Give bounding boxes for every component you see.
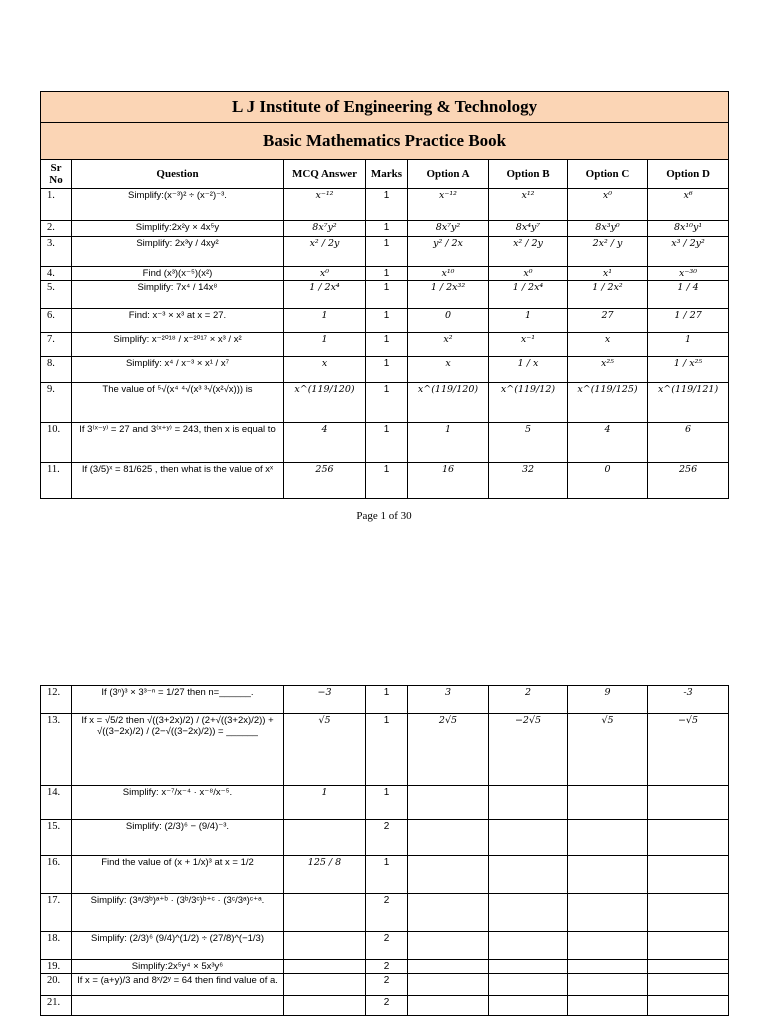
option-d-cell (648, 932, 729, 960)
question-cell: Simplify: (2/3)⁶ (9/4)^(1/2) ÷ (27/8)^(−1/3) (72, 932, 284, 960)
sr-cell: 11. (41, 463, 72, 499)
option-b-cell (489, 856, 568, 894)
question-cell (72, 996, 284, 1016)
marks-cell: 1 (366, 333, 408, 357)
mcq-answer-cell: x⁻¹² (284, 189, 366, 221)
option-d-cell: 256 (648, 463, 729, 499)
table-row (41, 714, 729, 786)
option-a-cell (408, 960, 489, 974)
option-a-cell: x (408, 357, 489, 383)
marks-cell: 2 (366, 960, 408, 974)
question-cell: If (3ⁿ)³ × 3³⁻ⁿ = 1/27 then n=______. (72, 686, 284, 714)
marks-cell: 2 (366, 932, 408, 960)
question-cell: If x = (a+y)/3 and 8ˣ/2ʸ = 64 then find value of a. (72, 974, 284, 996)
option-c-cell: x⁰ (568, 189, 648, 221)
option-b-cell: 8x⁴y⁷ (489, 221, 568, 237)
table-row (41, 309, 729, 333)
question-cell: Simplify:2x²y × 4x⁵y (72, 221, 284, 237)
table-row (41, 932, 729, 960)
table-row (41, 333, 729, 357)
option-d-cell: 1 / x²⁵ (648, 357, 729, 383)
option-c-cell (568, 996, 648, 1016)
question-cell: Simplify: x⁻²⁰¹⁸ / x⁻²⁰¹⁷ × x³ / x² (72, 333, 284, 357)
sr-cell: 21. (41, 996, 72, 1016)
table-row (41, 357, 729, 383)
mcq-answer-cell: x² / 2y (284, 237, 366, 267)
question-cell: Simplify: x⁴ / x⁻³ × x¹ / x⁷ (72, 357, 284, 383)
option-a-cell: 1 (408, 423, 489, 463)
option-d-cell: 1 / 4 (648, 281, 729, 309)
marks-cell: 1 (366, 714, 408, 786)
option-d-cell: x³ / 2y² (648, 237, 729, 267)
option-a-cell (408, 996, 489, 1016)
option-b-cell (489, 974, 568, 996)
mcq-answer-cell: x (284, 357, 366, 383)
sr-cell: 2. (41, 221, 72, 237)
option-a-cell: x¹⁰ (408, 267, 489, 281)
option-b-cell: 1 (489, 309, 568, 333)
option-d-cell: x⁻³⁰ (648, 267, 729, 281)
table-row (41, 463, 729, 499)
option-d-cell (648, 786, 729, 820)
sr-cell: 18. (41, 932, 72, 960)
option-a-cell: 2√5 (408, 714, 489, 786)
option-d-cell (648, 996, 729, 1016)
option-d-cell: 6 (648, 423, 729, 463)
mcq-answer-cell: √5 (284, 714, 366, 786)
option-a-cell: 0 (408, 309, 489, 333)
mcq-answer-cell: 1 (284, 309, 366, 333)
option-c-cell (568, 960, 648, 974)
option-b-cell (489, 996, 568, 1016)
option-c-cell (568, 820, 648, 856)
option-c-cell: 8x³y⁰ (568, 221, 648, 237)
option-a-cell (408, 894, 489, 932)
question-cell: Simplify: 2x³y / 4xy² (72, 237, 284, 267)
table-row (41, 267, 729, 281)
sr-cell: 17. (41, 894, 72, 932)
practice-table-page2 (40, 685, 728, 1016)
option-b-cell: 1 / x (489, 357, 568, 383)
mcq-answer-cell: −3 (284, 686, 366, 714)
book-title: Basic Mathematics Practice Book (41, 123, 729, 160)
question-rows-page2 (41, 686, 729, 1016)
mcq-answer-cell (284, 960, 366, 974)
mcq-answer-cell: 1 (284, 333, 366, 357)
page-number: Page 1 of 30 (356, 510, 412, 522)
option-c-cell: x²⁵ (568, 357, 648, 383)
question-cell: If 3⁽ˣ⁻ʸ⁾ = 27 and 3⁽ˣ⁺ʸ⁾ = 243, then x is equal to (72, 423, 284, 463)
table-row (41, 281, 729, 309)
mcq-answer-cell: x⁰ (284, 267, 366, 281)
option-a-cell: 1 / 2x³² (408, 281, 489, 309)
option-c-cell (568, 894, 648, 932)
option-d-cell: 8x¹⁰y¹ (648, 221, 729, 237)
option-a-cell: x² (408, 333, 489, 357)
option-d-cell: −√5 (648, 714, 729, 786)
marks-cell: 1 (366, 686, 408, 714)
marks-cell: 1 (366, 189, 408, 221)
mcq-answer-cell: 1 (284, 786, 366, 820)
sr-cell: 8. (41, 357, 72, 383)
mcq-answer-cell: 8x⁷y² (284, 221, 366, 237)
question-cell: Simplify: (3ᵃ/3ᵇ)ᵃ⁺ᵇ · (3ᵇ/3ᶜ)ᵇ⁺ᶜ · (3ᶜ/3ᵃ)ᶜ⁺ᵃ. (72, 894, 284, 932)
question-cell: If x = √5/2 then √((3+2x)/2) / (2+√((3+2x)/2)) + √((3−2x)/2) / (2−√((3−2x)/2)) = ______ (72, 714, 284, 786)
header-sr-no: Sr No (41, 160, 72, 189)
question-cell: The value of ⁵√(x⁴ ⁴√(x³ ³√(x²√x))) is (72, 383, 284, 423)
option-d-cell: 1 (648, 333, 729, 357)
table-row (41, 686, 729, 714)
marks-cell: 2 (366, 974, 408, 996)
option-a-cell: 16 (408, 463, 489, 499)
option-c-cell (568, 856, 648, 894)
option-c-cell: 1 / 2x² (568, 281, 648, 309)
question-cell: Simplify: (2/3)⁶ − (9/4)⁻³. (72, 820, 284, 856)
option-a-cell: x^(119/120) (408, 383, 489, 423)
header-option-b: Option B (489, 160, 568, 189)
option-b-cell (489, 932, 568, 960)
option-d-cell: x^(119/121) (648, 383, 729, 423)
question-cell: If (3/5)ˣ = 81/625 , then what is the value of xˣ (72, 463, 284, 499)
marks-cell: 1 (366, 357, 408, 383)
header-mcq-answer: MCQ Answer (284, 160, 366, 189)
option-d-cell (648, 960, 729, 974)
option-a-cell (408, 856, 489, 894)
header-option-c: Option C (568, 160, 648, 189)
option-c-cell: 27 (568, 309, 648, 333)
table-row (41, 894, 729, 932)
option-b-cell: x⁰ (489, 267, 568, 281)
option-b-cell: 2 (489, 686, 568, 714)
marks-cell: 1 (366, 221, 408, 237)
sr-cell: 3. (41, 237, 72, 267)
option-b-cell (489, 786, 568, 820)
option-b-cell: x⁻¹ (489, 333, 568, 357)
question-cell: Simplify:2x⁵y⁴ × 5x³y⁶ (72, 960, 284, 974)
option-b-cell (489, 820, 568, 856)
sr-cell: 7. (41, 333, 72, 357)
sr-cell: 16. (41, 856, 72, 894)
marks-cell: 1 (366, 786, 408, 820)
option-c-cell: x¹ (568, 267, 648, 281)
option-c-cell: 9 (568, 686, 648, 714)
header-option-a: Option A (408, 160, 489, 189)
sr-cell: 20. (41, 974, 72, 996)
table-row (41, 221, 729, 237)
header-option-d: Option D (648, 160, 729, 189)
option-c-cell: √5 (568, 714, 648, 786)
sr-cell: 15. (41, 820, 72, 856)
option-b-cell: −2√5 (489, 714, 568, 786)
option-c-cell (568, 932, 648, 960)
option-d-cell: x⁶ (648, 189, 729, 221)
option-c-cell (568, 974, 648, 996)
option-b-cell (489, 960, 568, 974)
mcq-answer-cell (284, 820, 366, 856)
question-cell: Simplify: x⁻⁷/x⁻⁴ · x⁻⁸/x⁻⁵. (72, 786, 284, 820)
table-row (41, 996, 729, 1016)
table-row (41, 960, 729, 974)
table-row (41, 423, 729, 463)
sr-cell: 9. (41, 383, 72, 423)
mcq-answer-cell (284, 932, 366, 960)
option-a-cell: 3 (408, 686, 489, 714)
marks-cell: 1 (366, 856, 408, 894)
option-b-cell: x² / 2y (489, 237, 568, 267)
mcq-answer-cell: x^(119/120) (284, 383, 366, 423)
option-b-cell: x¹² (489, 189, 568, 221)
table-row (41, 383, 729, 423)
option-c-cell: 0 (568, 463, 648, 499)
marks-cell: 1 (366, 281, 408, 309)
sr-cell: 1. (41, 189, 72, 221)
table-row (41, 237, 729, 267)
mcq-answer-cell (284, 996, 366, 1016)
sr-cell: 19. (41, 960, 72, 974)
marks-cell: 1 (366, 237, 408, 267)
mcq-answer-cell: 1 / 2x⁴ (284, 281, 366, 309)
option-a-cell: 8x⁷y² (408, 221, 489, 237)
option-a-cell (408, 974, 489, 996)
table-header (41, 160, 729, 189)
question-cell: Simplify: 7x⁴ / 14x⁸ (72, 281, 284, 309)
question-cell: Simplify:(x⁻³)² ÷ (x⁻²)⁻³. (72, 189, 284, 221)
table-row (41, 189, 729, 221)
table-row (41, 786, 729, 820)
mcq-answer-cell: 4 (284, 423, 366, 463)
marks-cell: 1 (366, 309, 408, 333)
mcq-answer-cell (284, 974, 366, 996)
header-marks: Marks (366, 160, 408, 189)
question-cell: Find (x³)(x⁻⁵)(x²) (72, 267, 284, 281)
practice-table-page1 (40, 91, 728, 499)
option-a-cell: x⁻¹² (408, 189, 489, 221)
option-b-cell: x^(119/12) (489, 383, 568, 423)
option-b-cell: 5 (489, 423, 568, 463)
marks-cell: 1 (366, 267, 408, 281)
option-a-cell: y² / 2x (408, 237, 489, 267)
option-c-cell: x^(119/125) (568, 383, 648, 423)
option-a-cell (408, 820, 489, 856)
sr-cell: 10. (41, 423, 72, 463)
question-cell: Find: x⁻³ × x³ at x = 27. (72, 309, 284, 333)
option-d-cell (648, 974, 729, 996)
sr-cell: 5. (41, 281, 72, 309)
sr-cell: 13. (41, 714, 72, 786)
question-cell: Find the value of (x + 1/x)³ at x = 1/2 (72, 856, 284, 894)
sr-cell: 6. (41, 309, 72, 333)
header-question: Question (72, 160, 284, 189)
option-d-cell (648, 856, 729, 894)
option-d-cell: 1 / 27 (648, 309, 729, 333)
option-d-cell (648, 894, 729, 932)
option-d-cell (648, 820, 729, 856)
marks-cell: 2 (366, 820, 408, 856)
table-row (41, 974, 729, 996)
option-b-cell (489, 894, 568, 932)
option-c-cell (568, 786, 648, 820)
option-b-cell: 32 (489, 463, 568, 499)
option-a-cell (408, 932, 489, 960)
marks-cell: 1 (366, 463, 408, 499)
mcq-answer-cell: 256 (284, 463, 366, 499)
marks-cell: 1 (366, 423, 408, 463)
option-c-cell: 4 (568, 423, 648, 463)
option-b-cell: 1 / 2x⁴ (489, 281, 568, 309)
question-rows-page1 (41, 189, 729, 499)
mcq-answer-cell: 125 / 8 (284, 856, 366, 894)
option-c-cell: 2x² / y (568, 237, 648, 267)
option-a-cell (408, 786, 489, 820)
table-row (41, 820, 729, 856)
institute-name: L J Institute of Engineering & Technology (41, 92, 729, 123)
option-c-cell: x (568, 333, 648, 357)
marks-cell: 2 (366, 894, 408, 932)
marks-cell: 1 (366, 383, 408, 423)
marks-cell: 2 (366, 996, 408, 1016)
sr-cell: 12. (41, 686, 72, 714)
mcq-answer-cell (284, 894, 366, 932)
option-d-cell: -3 (648, 686, 729, 714)
table-row (41, 856, 729, 894)
sr-cell: 4. (41, 267, 72, 281)
sr-cell: 14. (41, 786, 72, 820)
